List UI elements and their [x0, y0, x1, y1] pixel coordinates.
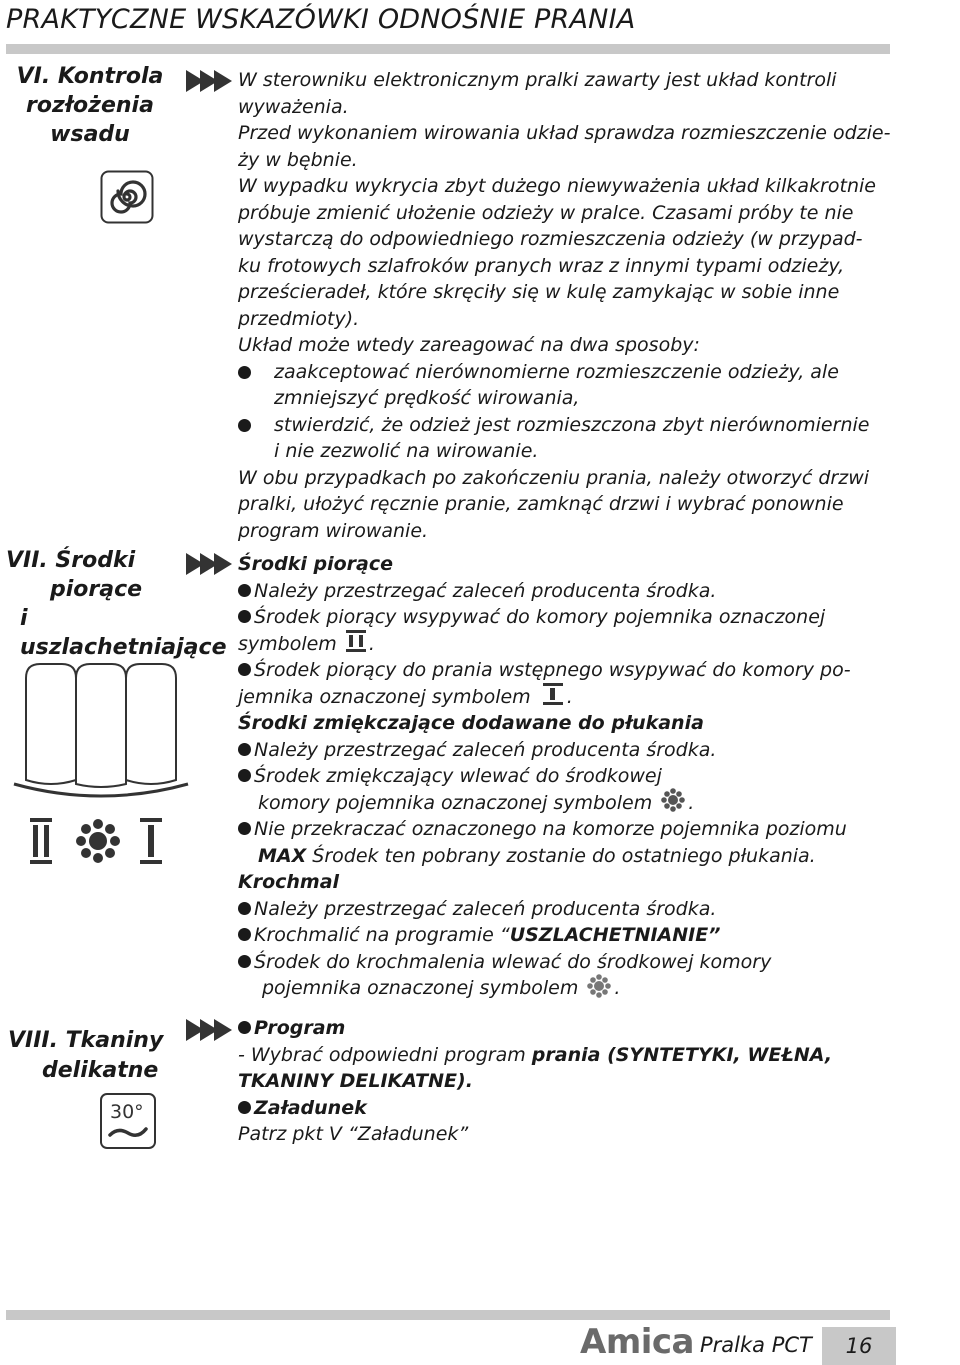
bullet-item [238, 737, 898, 764]
program-name: USZLACHETNIANIE [509, 924, 709, 946]
bullet-text: Środek piorący wsypywać do komory pojemnika oznaczonej [254, 606, 826, 628]
bullet-item [238, 763, 898, 790]
bullet-item [238, 359, 898, 386]
bullet-item [238, 657, 898, 684]
section-vi-title-line: rozłożenia [26, 93, 154, 118]
hand-wave-icon [108, 1125, 148, 1141]
bullet-text: Środek piorący do prania wstępnego wsypywać do komory po- [254, 659, 851, 681]
text-line: ku frotowych szlafroków pranych wraz z innymi typami odzieży, [238, 254, 845, 277]
bullet-item [238, 949, 898, 976]
text-line: pralki, ułożyć ręcznie pranie, zamknąć drzwi i wybrać ponownie [238, 493, 844, 515]
text-line [238, 631, 898, 658]
bullet-dot [238, 955, 251, 968]
subheading: Środki piorące [238, 553, 393, 575]
bullet-dot [238, 769, 251, 782]
section-viii-body [238, 1015, 898, 1148]
bullet-text: Należy przestrzegać zaleceń producenta środka. [254, 897, 717, 920]
section-vi-title-line: VI. Kontrola [16, 64, 164, 89]
bullet-dot [238, 366, 251, 379]
bullet-dot [238, 1101, 251, 1114]
text-line: W sterowniku elektronicznym pralki zawarty jest układ kontroli [238, 69, 837, 91]
text-line [238, 790, 898, 817]
product-name: Pralka PCT [700, 1333, 812, 1357]
text-line: Patrz pkt V “Załadunek” [238, 1123, 469, 1145]
section-viii-title-line: delikatne [42, 1058, 159, 1083]
bullet-text: komory pojemnika oznaczonej symbolem [258, 791, 653, 814]
main-wash-icon [343, 629, 369, 653]
bullet-dot [238, 822, 251, 835]
bullet-text: Krochmalić na programie “ [254, 924, 510, 946]
section-viii-title [0, 1026, 180, 1086]
prewash-icon [537, 682, 567, 706]
text-line: TKANINY DELIKATNE). [238, 1070, 473, 1092]
compartment-symbols [28, 816, 168, 868]
text-line: wyważenia. [238, 95, 349, 118]
max-label: MAX [258, 844, 307, 867]
text-line [238, 684, 898, 711]
bullet-item [238, 412, 898, 439]
temperature-label: 30° [110, 1101, 144, 1123]
page-number-box [822, 1327, 896, 1365]
punctuation: . [368, 632, 375, 655]
bullet-text: Nie przekraczać oznaczonego na komorze pojemnika poziomu [254, 818, 847, 840]
page-title: PRAKTYCZNE WSKAZÓWKI ODNOŚNIE PRANIA [6, 4, 636, 35]
header-rule [6, 44, 890, 54]
punctuation: . [688, 791, 695, 814]
bullet-item [238, 922, 898, 949]
bullet-dot [238, 663, 251, 676]
bullet-item [238, 896, 898, 923]
text-line: ży w bębnie. [238, 148, 358, 171]
section-vi-title [10, 62, 170, 149]
text-line: prześcieradeł, które skręciły się w kulę zamykając w sobie inne [238, 281, 840, 303]
bullet-text: zmniejszyć prędkość wirowania, [274, 387, 580, 409]
subheading: Krochmal [238, 871, 340, 893]
bullet-text: Środek do krochmalenia wlewać do środkowej komory [254, 950, 772, 973]
bullet-item [238, 1015, 898, 1042]
punctuation: . [566, 685, 573, 708]
subheading: Załadunek [254, 1096, 367, 1119]
section-vi-title-line: wsadu [50, 122, 130, 147]
bullet-text: i nie zezwolić na wirowanie. [274, 440, 539, 462]
bullet-dot [238, 419, 251, 432]
section-vii-body [238, 551, 898, 1002]
text-part: - Wybrać odpowiedni program [238, 1043, 532, 1066]
section-vi-body [238, 67, 898, 544]
text-line: W wypadku wykrycia zbyt dużego niewyważenia układ kilkakrotnie [238, 175, 876, 197]
subheading: Środki zmiękczające dodawane do płukania [238, 712, 704, 734]
text-line [238, 843, 898, 870]
bullet-text: Środek ten pobrany zostanie do ostatniego płukania. [306, 844, 816, 867]
detergent-drawer-illustration [6, 660, 196, 810]
bullet-text: stwierdzić, że odzież jest rozmieszczona zbyt nierównomiernie [274, 413, 870, 436]
arrow-marker-icon [186, 68, 234, 94]
text-line: Układ może wtedy zareagować na dwa sposoby: [238, 334, 700, 356]
amica-logo: Amica [580, 1322, 694, 1362]
softener-flower-icon [76, 819, 120, 863]
page-number: 16 [845, 1334, 873, 1358]
text-line: W obu przypadkach po zakończeniu prania, należy otworzyć drzwi [238, 466, 870, 489]
bullet-item [238, 816, 898, 843]
bullet-dot [238, 584, 251, 597]
text-line: próbuje zmienić ułożenie odzieży w pralce. Czasami próby te nie [238, 201, 854, 224]
text-line: Przed wykonaniem wirowania układ sprawdza rozmieszczenie odzie- [238, 122, 891, 144]
footer-rule [6, 1310, 890, 1320]
bullet-text: Należy przestrzegać zaleceń producenta środka. [254, 579, 717, 602]
text-part: prania (SYNTETYKI, WEŁNA, [531, 1043, 833, 1066]
spin-balance-icon [100, 170, 154, 224]
punctuation: . [614, 977, 621, 999]
softener-flower-icon [584, 974, 614, 998]
bullet-dot [238, 610, 251, 623]
subheading: Program [254, 1017, 346, 1039]
bullet-item [238, 578, 898, 605]
arrow-marker-icon [186, 1017, 234, 1043]
bullet-item [238, 604, 898, 631]
bullet-dot [238, 928, 251, 941]
section-vii-title [0, 546, 236, 662]
text-line [238, 1042, 898, 1069]
bullet-item [238, 1095, 898, 1122]
bullet-text: Środek zmiękczający wlewać do środkowej [254, 765, 662, 787]
bullet-text: jemnika oznaczonej symbolem [238, 685, 531, 708]
prewash-icon [140, 818, 162, 864]
text-line [238, 975, 898, 1002]
bullet-text: Należy przestrzegać zaleceń producenta środka. [254, 738, 717, 761]
section-vii-title-line: piorące [50, 577, 143, 602]
text-line: wystarczą do odpowiedniego rozmieszczenia odzieży (w przypad- [238, 228, 863, 250]
section-vii-title-line: VII. Środki [6, 548, 136, 573]
bullet-dot [238, 902, 251, 915]
bullet-text: symbolem [238, 632, 337, 655]
section-viii-title-line: VIII. Tkaniny [8, 1028, 164, 1053]
text-line: przedmioty). [238, 307, 360, 330]
bullet-text: pojemnika oznaczonej symbolem [262, 977, 579, 999]
delicate-30-icon [100, 1093, 156, 1149]
punctuation: ” [708, 924, 721, 946]
bullet-text: zaakceptować nierównomierne rozmieszczenie odzieży, ale [274, 360, 839, 383]
text-line: program wirowanie. [238, 519, 429, 542]
section-vii-title-line: i uszlachetniające [20, 606, 227, 660]
bullet-dot [238, 743, 251, 756]
main-wash-icon [30, 818, 52, 864]
bullet-dot [238, 1021, 251, 1034]
softener-flower-icon [658, 788, 688, 812]
